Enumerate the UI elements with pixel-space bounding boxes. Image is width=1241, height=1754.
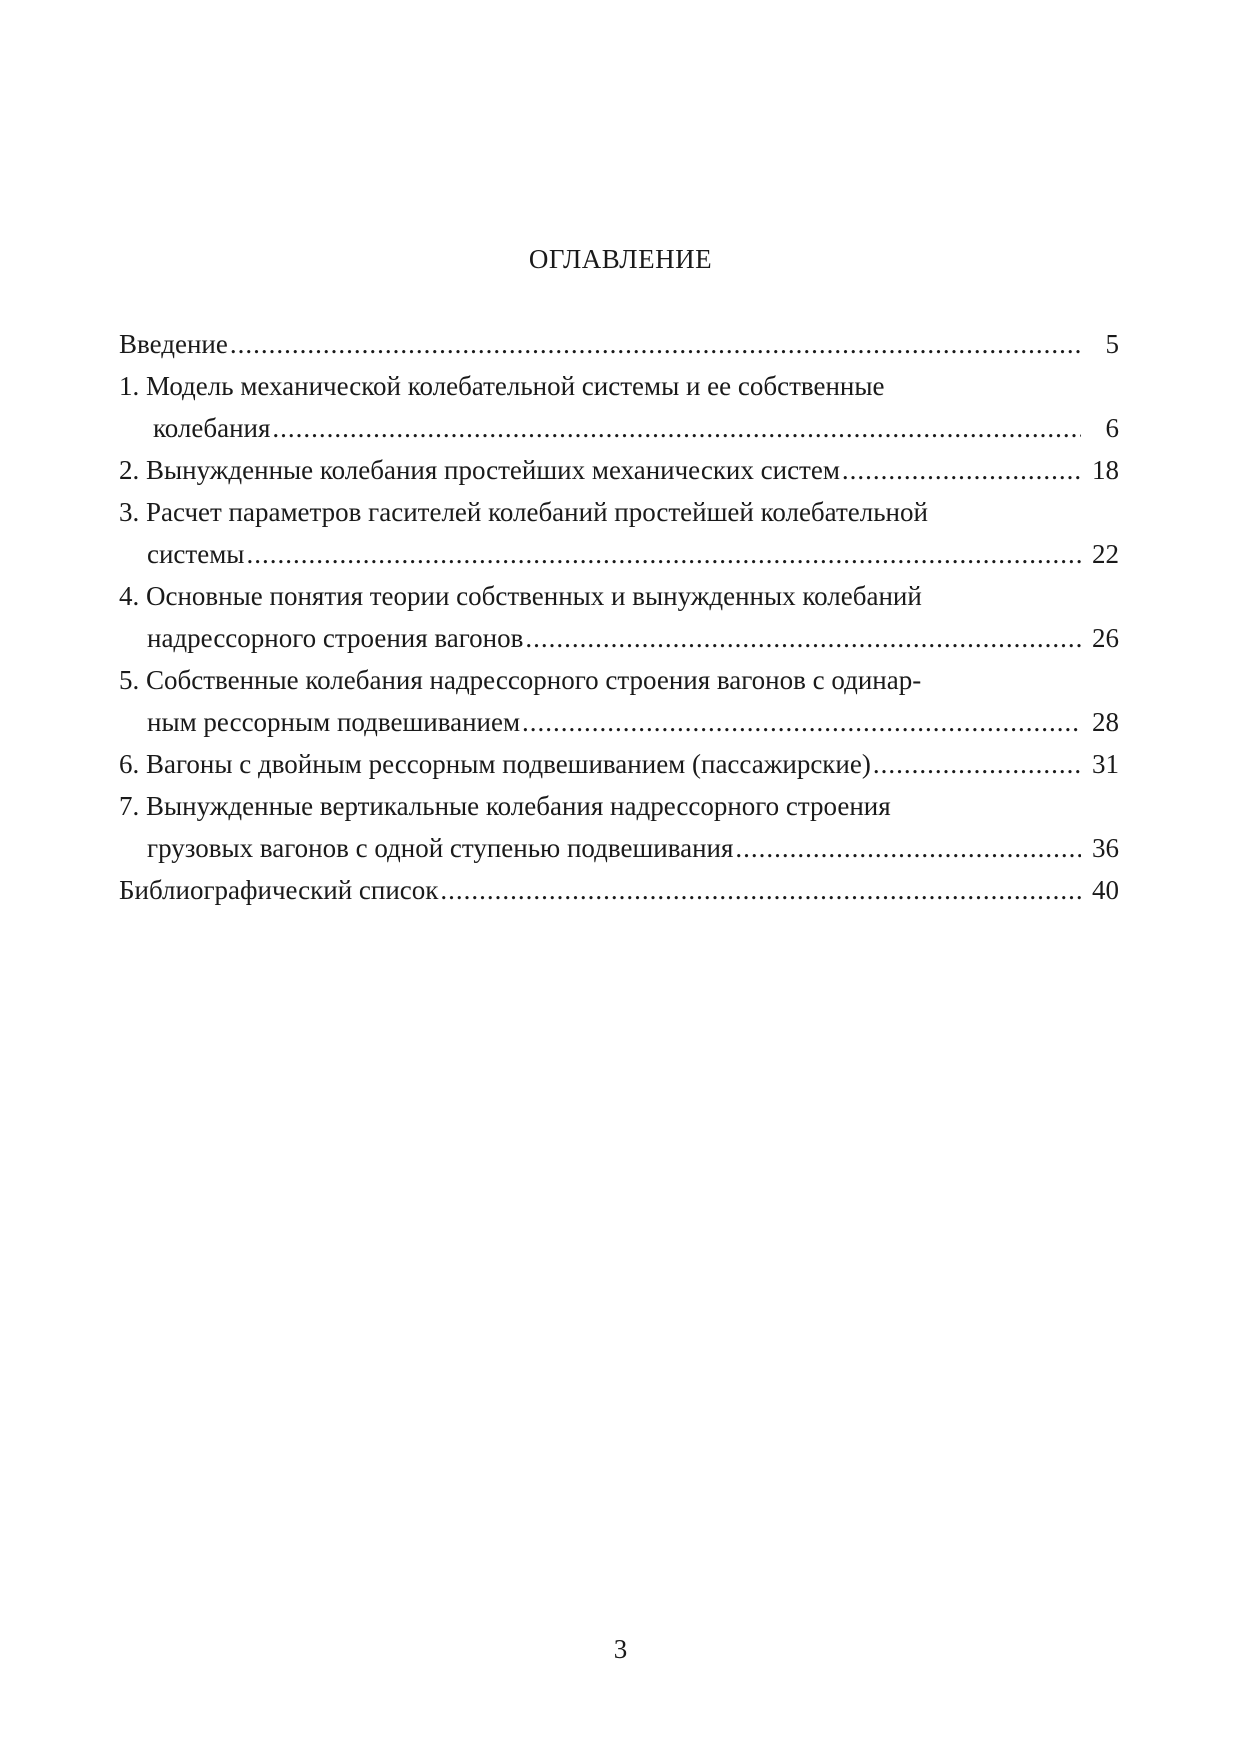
page-footer-number: 3 [613, 1634, 628, 1664]
toc-entry-title: 6. Вагоны с двойным рессорным подвешиванием (пассажирские) [119, 749, 871, 779]
toc-page-number: 36 [1092, 833, 1119, 863]
toc-entry-title: 7. Вынужденные вертикальные колебания надрессорного строения [119, 791, 891, 821]
toc-entry-title: 1. Модель механической колебательной системы и ее собственные [119, 371, 885, 401]
toc-page-number: 26 [1092, 623, 1119, 653]
toc-entry-title: 4. Основные понятия теории собственных и вынужденных колебаний [119, 581, 922, 611]
toc-page-number: 40 [1092, 875, 1119, 905]
toc-line [119, 575, 1119, 617]
toc-page-number: 6 [1105, 413, 1119, 443]
toc-line [119, 743, 1119, 785]
toc-entry-title-continuation: грузовых вагонов с одной ступенью подвешивания [147, 833, 734, 863]
toc-entry-title: 5. Собственные колебания надрессорного строения вагонов с одинар- [119, 665, 922, 695]
toc-entry-chapter-5[interactable] [119, 659, 1119, 743]
toc-line [119, 491, 1119, 533]
toc-line [119, 323, 1119, 365]
toc-entry-title: Библиографический список [119, 875, 439, 905]
dot-leader [525, 617, 1081, 659]
toc-entry-introduction[interactable] [119, 323, 1119, 365]
toc-line [119, 869, 1119, 911]
toc-entry-chapter-6[interactable] [119, 743, 1119, 785]
dot-leader [246, 533, 1081, 575]
toc-page-number: 5 [1105, 329, 1119, 359]
toc-entry-title-continuation: колебания [153, 413, 271, 443]
dot-leader [735, 827, 1081, 869]
toc-line-continuation [119, 533, 1119, 575]
dot-leader [440, 869, 1081, 911]
toc-line-continuation [119, 407, 1119, 449]
toc-entry-title: Введение [119, 329, 228, 359]
table-of-contents [119, 323, 1119, 911]
dot-leader [272, 407, 1081, 449]
toc-line [119, 659, 1119, 701]
toc-entry-chapter-7[interactable] [119, 785, 1119, 869]
dot-leader [873, 743, 1081, 785]
toc-page-number: 31 [1092, 749, 1119, 779]
dot-leader [842, 449, 1081, 491]
toc-entry-chapter-2[interactable] [119, 449, 1119, 491]
toc-entry-chapter-3[interactable] [119, 491, 1119, 575]
dot-leader [522, 701, 1081, 743]
toc-page-number: 22 [1092, 539, 1119, 569]
toc-line [119, 785, 1119, 827]
toc-page-number: 18 [1092, 455, 1119, 485]
toc-page-number: 28 [1092, 707, 1119, 737]
toc-entry-title-continuation: системы [147, 539, 245, 569]
toc-line-continuation [119, 827, 1119, 869]
toc-entry-chapter-1[interactable] [119, 365, 1119, 449]
toc-entry-title: 3. Расчет параметров гасителей колебаний простейшей колебательной [119, 497, 928, 527]
toc-entry-chapter-4[interactable] [119, 575, 1119, 659]
toc-entry-title-continuation: надрессорного строения вагонов [147, 623, 524, 653]
toc-line-continuation [119, 617, 1119, 659]
toc-line [119, 365, 1119, 407]
toc-entry-bibliography[interactable] [119, 869, 1119, 911]
toc-line-continuation [119, 701, 1119, 743]
toc-line [119, 449, 1119, 491]
toc-heading: ОГЛАВЛЕНИЕ [528, 244, 713, 274]
toc-entry-title: 2. Вынужденные колебания простейших механических систем [119, 455, 840, 485]
toc-entry-title-continuation: ным рессорным подвешиванием [147, 707, 521, 737]
dot-leader [230, 323, 1081, 365]
